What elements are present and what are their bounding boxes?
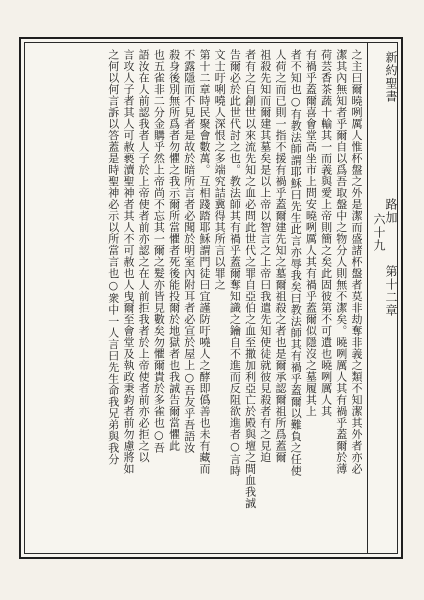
text-column: 告爾必於此世代討之也。教法師其有禍乎蓋爾奪知識之鑰自不進而反阻欲進者○言時 (228, 49, 242, 477)
text-column: 殺身後別無所爲者勿懼之我示爾所當懼者死後能投爾於地獄者也我誠告爾當懼此 (167, 49, 181, 452)
text-column: 者有之自創世以來流先知之血必問此世代之罪自亞伯之血至撒加利亞亡於殿與壇之間血我誠 (243, 49, 257, 509)
text-column: 也五雀非二分金購乎然上帝尚不忘其一爾之髮亦皆見數矣勿懼爾貴於多雀也○吾 (152, 49, 166, 454)
text-column: 人荷之而已則一指不援有禍乎蓋爾建先知之墓爾祖殺之者也是爾承認爾祖所爲蓋爾 (273, 49, 287, 463)
page-frame (19, 37, 403, 559)
chapter-label: 第十二章 (384, 265, 398, 317)
text-column: 祖殺先知而爾建其墓矣是以上帝以智言之上帝曰我遣先知使徒就彼見殺者有之見迫 (258, 49, 272, 463)
inner-border (24, 42, 398, 554)
text-column: 之何以何言訴以答蓋是時聖神必示以所當言也○衆中一人言曰先生命我兄弟與我分 (106, 49, 120, 465)
text-column: 第十二章時民聚會數萬。互相踐踏耶穌謂門徒曰宜謹防吁嘵人之酵即僞善也未有藏而 (197, 49, 211, 475)
text-column: 言攻人子者其人可赦褻瀆聖神者其人不可赦也人曳爾至會堂及執政秉鈞者前勿慮將如 (121, 49, 135, 475)
text-column: 之主曰爾曉咧厲人惟杯盤之外是潔而盛諸杯盤者莫非劫奪非義之類不知潔其外者亦必 (350, 49, 363, 475)
text-column: 者不知也○有教法師謂耶穌曰先生此言亦辱我矣曰教法師其有禍乎蓋爾以難負之任使 (289, 49, 303, 477)
text-column: 有禍乎蓋爾喜會堂高坐市上問安曉咧厲人其有禍乎蓋爾似隱沒之墓履其上 (304, 49, 318, 417)
page-header-column (367, 43, 397, 553)
text-column: 潔其內無知者乎爾自以爲吾取盤中之物分人則無不潔矣。曉咧厲人其有禍乎蓋爾於薄 (334, 49, 348, 475)
text-column: 語汝在人前認我者人子於上帝使者前亦認之在人前拒我者於上帝使者前亦必拒之以 (137, 49, 151, 463)
body-text (25, 43, 366, 553)
text-column: 不露隱而不見者是故於暗所言者必聞於明室內附耳者必宣於屋上○吾友乎吾語汝 (182, 49, 196, 454)
book-title: 新約聖書 (384, 51, 398, 103)
page-number: 六十九 (372, 213, 386, 252)
text-column: 文士吁唎嘵人深恨之多端究詰冀得其所言以罪之 (213, 49, 227, 291)
text-column: 荷芸香茶蔬十輸其一而義與愛上帝則簡之矣此固彼第不可遺也曉咧厲人其 (319, 49, 333, 417)
book-name: 路加 (384, 198, 398, 224)
